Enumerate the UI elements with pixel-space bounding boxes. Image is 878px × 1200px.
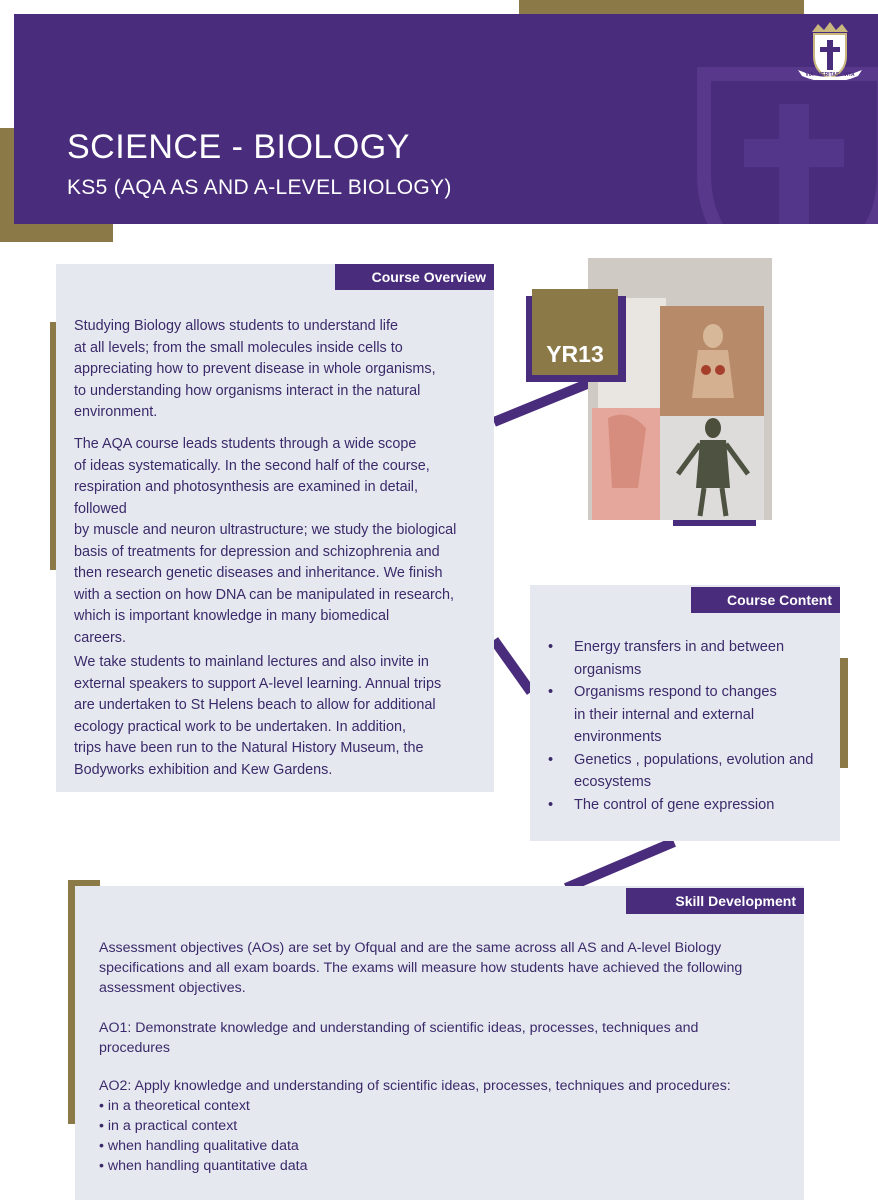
page-title: SCIENCE - BIOLOGY	[67, 128, 410, 166]
overview-paragraph-3: We take students to mainland lectures and also invite in external speakers to support A-level learning. Annual trips are undertaken to St Helens beach to allow for additional ecology practical work to be undertaken. In addition, trips have been run to the Natural History Museum, the Bodyworks exhibition and Kew Gardens.	[74, 654, 442, 778]
content-item-4: • The control of gene expression	[548, 796, 775, 813]
page-subtitle: KS5 (AQA AS AND A-LEVEL BIOLOGY)	[67, 176, 452, 199]
course-content-tag: Course Content	[691, 587, 840, 613]
overview-paragraph-1: Studying Biology allows students to understand life at all levels; from the small molecules inside cells to appreciating how to prevent disease in whole organisms, to understanding how organisms interact in the natural environment.	[74, 318, 436, 420]
overview-paragraph-2: The AQA course leads students through a wide scope of ideas systematically. In the second half of the course, respiration and photosynthesis are examined in detail, followed by muscle and neuron ultrastructure; we study the biological basis of treatments for depression and schizophrenia and then research genetic diseases and inheritance. We finish with a section on how DNA can be manipulated in research, which is important knowledge in many biomedical careers.	[74, 436, 457, 646]
course-overview-tag: Course Overview	[335, 264, 494, 290]
year-badge-label: YR13	[546, 341, 604, 367]
skills-ao1: AO1: Demonstrate knowledge and understanding of scientific ideas, processes, techniques and procedures	[99, 1020, 699, 1056]
crest-motto: VIA · VERITAS · VITA	[805, 72, 855, 78]
content-accent-bar	[840, 658, 848, 768]
skill-development-tag: Skill Development	[626, 888, 804, 914]
skills-ao2: AO2: Apply knowledge and understanding of scientific ideas, processes, techniques and procedures: • in a theoretical context • in a practical context • when handling qualitative data • when handling quantitative data	[99, 1078, 731, 1174]
skill-development-panel	[75, 886, 804, 1200]
year-badge	[532, 289, 618, 375]
skills-intro: Assessment objectives (AOs) are set by Ofqual and are the same across all AS and A-level Biology specifications and all exam boards. The exams will measure how students have achieved the following assessment objectives.	[99, 940, 743, 996]
course-overview-panel	[56, 264, 494, 792]
connector-content-skills	[566, 842, 674, 888]
connector-overview-content	[494, 640, 531, 692]
content-item-3: • Genetics , populations, evolution and ecosystems	[548, 751, 814, 790]
course-content-panel	[530, 585, 840, 841]
content-item-1: • Energy transfers in and between organisms	[548, 639, 785, 678]
connector-overview-photo	[494, 382, 592, 422]
course-content-list	[530, 636, 830, 816]
content-item-2: • Organisms respond to changes in their internal and external environments	[548, 684, 777, 745]
